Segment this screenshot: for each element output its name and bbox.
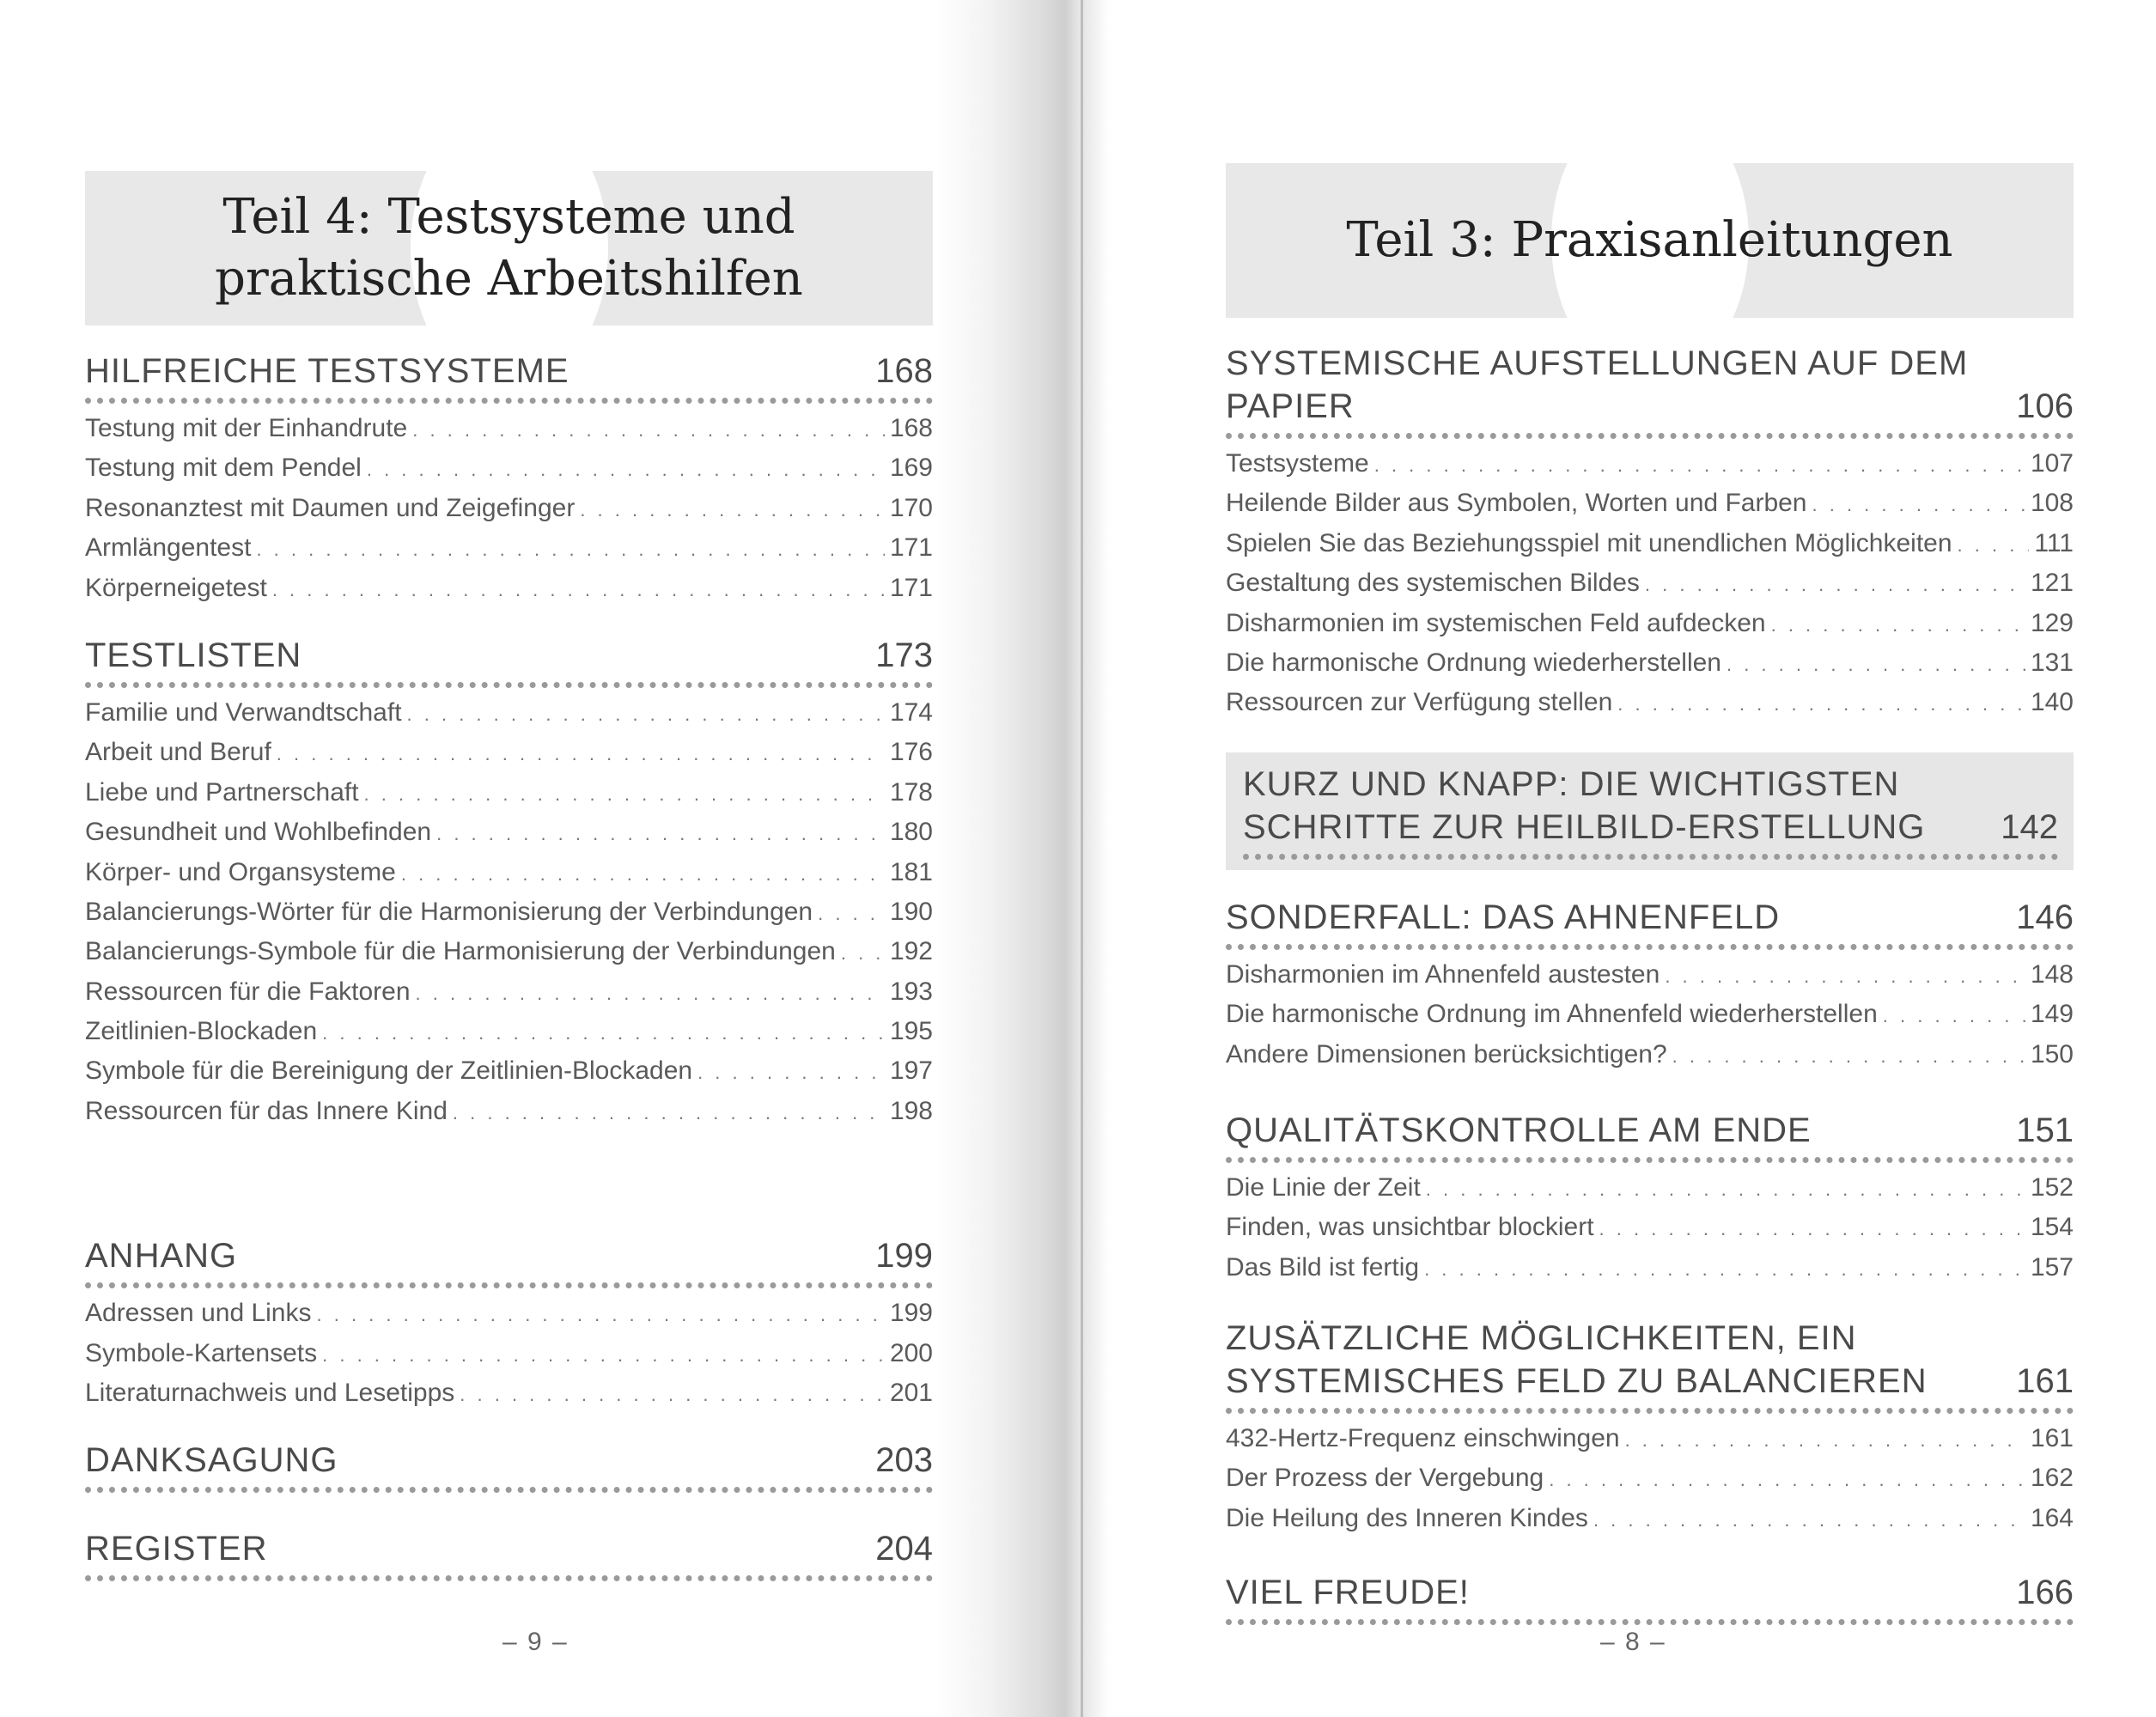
dot-leader [317,1295,885,1335]
toc-entry[interactable]: Die Linie der Zeit . . . 152 [1226,1168,2074,1208]
dot-leader [364,775,885,814]
section-title: SONDERFALL: DAS AHNENFELD [1226,898,1781,936]
toc-entry[interactable]: Familie und Verwandtschaft . . . 174 [85,693,933,733]
section-title: QUALITÄTSKONTROLLE AM ENDE [1226,1111,1812,1149]
section-title: ZUSÄTZLICHE MÖGLICHKEITEN, EIN SYSTEMISCHES FELD ZU BALANCIEREN [1226,1319,1928,1401]
section-page-number: 203 [875,1441,933,1480]
dot-leader [1426,1170,2025,1209]
toc-entry[interactable]: Gesundheit und Wohlbefinden . . . 180 [85,813,933,852]
toc-section-heading[interactable] [1226,1317,2074,1414]
toc-entry[interactable]: Zeitlinien-Blockaden . . . 195 [85,1012,933,1051]
toc-section-heading[interactable] [85,1439,933,1493]
toc-entry[interactable]: Symbole-Kartensets . . . 200 [85,1334,933,1373]
toc-entry[interactable]: Testung mit dem Pendel . . . 169 [85,448,933,488]
book-gutter-shadow [936,0,1082,1717]
toc-entry[interactable]: Das Bild ist fertig . . . 157 [1226,1248,2074,1288]
toc-section [1226,342,2074,723]
toc-entry[interactable]: Liebe und Partnerschaft . . . 178 [85,773,933,813]
toc-section-heading[interactable] [85,1527,933,1581]
toc-section-heading[interactable] [85,1234,933,1288]
dot-leader [841,934,885,973]
toc-section [1226,1317,2074,1538]
dot-leader [1883,996,2025,1036]
dot-leader [1727,645,2025,685]
toc-entry[interactable]: Ressourcen für die Faktoren . . . 193 [85,972,933,1012]
toc-section [85,634,933,1131]
toc-entry[interactable]: Spielen Sie das Beziehungsspiel mit unendlichen Möglichkeiten . . . 111 [1226,524,2074,563]
dot-leader [1599,1209,2025,1249]
dot-leader [1958,526,2030,565]
dot-leader [1625,1421,2025,1460]
section-title: DANKSAGUNG [85,1441,338,1480]
dot-leader [436,814,885,854]
toc-entry[interactable]: Balancierungs-Wörter für die Harmonisierung der Verbindungen . . . 190 [85,892,933,932]
toc-section [85,1527,933,1581]
dot-leader [1593,1501,2025,1540]
toc-entry[interactable]: Testsysteme . . . 107 [1226,444,2074,484]
toc-entry[interactable]: Symbole für die Bereinigung der Zeitlinien-Blockaden . . . 197 [85,1051,933,1091]
section-page-number: 204 [875,1530,933,1568]
book-gutter-highlight [1083,0,1109,1717]
toc-entry[interactable]: Heilende Bilder aus Symbolen, Worten und Farben . . . 108 [1226,484,2074,523]
dot-leader [580,490,885,530]
left-page [85,0,933,1581]
dot-leader [401,855,885,894]
toc-entry[interactable]: Finden, was unsichtbar blockiert . . . 154 [1226,1208,2074,1247]
toc-entry[interactable]: Die harmonische Ordnung im Ahnenfeld wiederherstellen . . . 149 [1226,995,2074,1034]
toc-section [1226,1571,2074,1625]
dot-leader [453,1093,885,1133]
toc-section [85,1439,933,1493]
toc-entry[interactable]: Disharmonien im Ahnenfeld austesten . . . 148 [1226,955,2074,995]
toc-section-heading[interactable] [1226,896,2074,950]
section-title: TESTLISTEN [85,636,302,674]
dot-leader [322,1336,885,1375]
toc-section-heading[interactable] [85,634,933,688]
dot-leader [256,530,885,569]
dot-leader [460,1375,885,1415]
page-number-left: – 9 – [502,1628,569,1656]
part-title-box [85,171,933,326]
toc-section-heading[interactable] [1243,763,2058,860]
section-title: KURZ UND KNAPP: DIE WICHTIGSTEN SCHRITTE ZUR HEILBILD-ERSTELLUNG [1243,764,1926,846]
section-title: VIEL FREUDE! [1226,1574,1470,1612]
dot-leader [1665,957,2025,996]
toc-entry[interactable]: Adressen und Links . . . 199 [85,1294,933,1333]
toc-section [1226,1109,2074,1288]
dot-leader [1812,485,2025,525]
dot-leader [697,1053,885,1093]
toc-entry[interactable]: Körper- und Organsysteme . . . 181 [85,853,933,892]
section-page-number: 161 [2016,1362,2074,1401]
section-page-number: 151 [2016,1111,2074,1149]
dot-leader [1672,1037,2025,1076]
right-page [1226,0,2074,1625]
toc-entry[interactable]: Armlängentest . . . 171 [85,528,933,568]
toc-entry[interactable]: Gestaltung des systemischen Bildes . . . 121 [1226,563,2074,603]
toc-section [85,1234,933,1413]
section-page-number: 106 [2016,387,2074,425]
toc-entry[interactable]: 432-Hertz-Frequenz einschwingen . . . 161 [1226,1419,2074,1458]
dot-leader [412,411,885,450]
section-page-number: 142 [2001,807,2058,846]
dot-leader [1374,446,2025,485]
toc-entry[interactable]: Arbeit und Beruf . . . 176 [85,733,933,772]
section-title: REGISTER [85,1530,268,1568]
toc-section-heading[interactable] [1226,1109,2074,1163]
toc-entry[interactable]: Balancierungs-Symbole für die Harmonisierung der Verbindungen . . . 192 [85,932,933,971]
toc-section [85,350,933,608]
toc-entry[interactable]: Ressourcen zur Verfügung stellen . . . 140 [1226,683,2074,722]
part-title: Teil 3: Praxisanleitungen [1346,212,1953,268]
section-page-number: 146 [2016,898,2074,936]
dot-leader [1424,1250,2025,1289]
toc-section-heading[interactable] [85,350,933,404]
toc-entry[interactable]: Resonanztest mit Daumen und Zeigefinger . . . 170 [85,489,933,528]
dot-leader [322,1014,885,1053]
toc-entry[interactable]: Andere Dimensionen berücksichtigen? . . . 150 [1226,1035,2074,1075]
toc-entry[interactable]: Der Prozess der Vergebung . . . 162 [1226,1458,2074,1498]
toc-section-heading[interactable] [1226,1571,2074,1625]
dot-leader [272,570,885,610]
toc-entry[interactable]: Die harmonische Ordnung wiederherstellen . . . 131 [1226,643,2074,683]
toc-section-heading[interactable] [1226,342,2074,439]
page-number-right: – 8 – [1600,1628,1666,1656]
section-title: SYSTEMISCHE AUFSTELLUNGEN AUF DEM PAPIER [1226,344,1969,425]
toc-entry[interactable]: Disharmonien im systemischen Feld aufdecken . . . 129 [1226,604,2074,643]
section-title: ANHANG [85,1237,238,1276]
part-title: Teil 4: Testsysteme und praktische Arbeitshilfen [215,189,803,307]
part-title-box [1226,163,2074,318]
section-title: HILFREICHE TESTSYSTEME [85,352,569,390]
toc-entry[interactable]: Literaturnachweis und Lesetipps . . . 201 [85,1373,933,1413]
toc-entry[interactable]: Ressourcen für das Innere Kind . . . 198 [85,1092,933,1131]
dot-leader [818,894,885,934]
dot-leader [277,734,885,774]
toc-entry[interactable]: Testung mit der Einhandrute . . . 168 [85,409,933,448]
section-page-number: 173 [875,636,933,674]
toc-entry[interactable]: Körperneigetest . . . 171 [85,569,933,608]
dot-leader [407,695,885,734]
dot-leader [367,450,885,490]
section-page-number: 199 [875,1237,933,1276]
highlight-box [1226,752,2074,870]
dot-leader [1645,565,2025,605]
section-page-number: 166 [2016,1574,2074,1612]
dot-leader [1617,685,2025,724]
section-page-number: 168 [875,352,933,390]
dot-leader [1549,1460,2025,1500]
dot-leader [1771,606,2025,645]
dot-leader [416,974,885,1014]
toc-section [1226,896,2074,1075]
toc-entry[interactable]: Die Heilung des Inneren Kindes . . . 164 [1226,1499,2074,1538]
